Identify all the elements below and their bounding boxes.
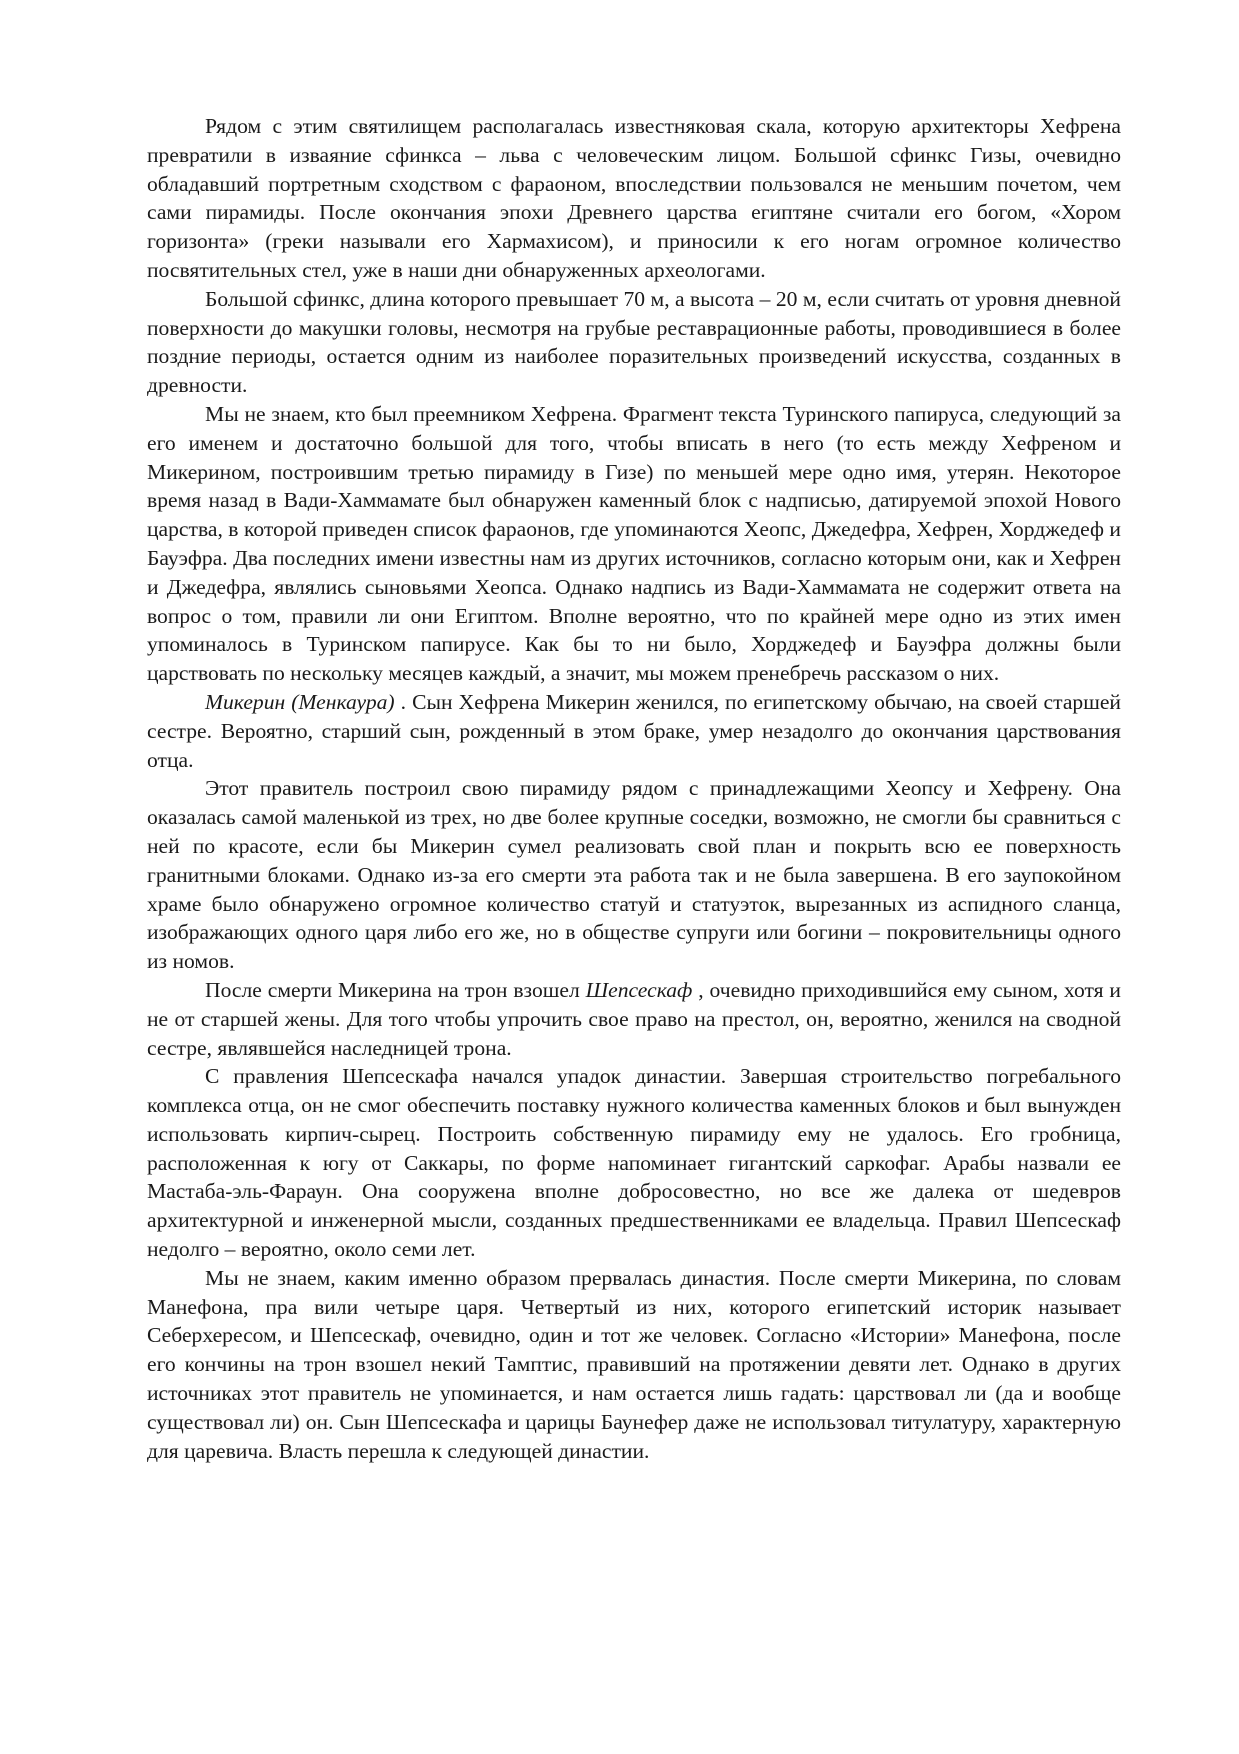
paragraph-dynasty-end [147,1264,1121,1466]
paragraph-text-before: После смерти Микерина на трон взошел [205,977,586,1002]
paragraph-shepseskaf-accession [147,976,1121,1062]
paragraph-text: Мы не знаем, каким именно образом прервалась династия. После смерти Микерина, по словам Манефона, пра вили четыре царя. Четвертый из них, которого египетский историк называет Себерхересом, и Шепсескаф, очевидно, один и тот же человек. Согласно «Истории» Манефона, после его кончины на трон взошел некий Тамптис, правивший на протяжении девяти лет. Однако в других источниках этот правитель не упоминается, и нам остается лишь гадать: царствовал ли (да и вообще существовал ли) он. Сын Шепсескафа и царицы Баунефер даже не использовал титулатуру, характерную для царевича. Власть перешла к следующей династии. [147,1265,1121,1463]
paragraph-menkaure-pyramid [147,774,1121,976]
paragraph-sphinx-origin [147,112,1121,285]
paragraph-text: Рядом с этим святилищем располагалась известняковая скала, которую архитекторы Хефрена превратили в изваяние сфинкса – льва с человеческим лицом. Большой сфинкс Гизы, очевидно обладавший портретным сходством с фараоном, впоследствии пользовался не меньшим почетом, чем сами пирамиды. После окончания эпохи Древнего царства египтяне считали его богом, «Хором горизонта» (греки называли его Хармахисом), и приносили к его ногам огромное количество посвятительных стел, уже в наши дни обнаруженных археологами. [147,114,1121,282]
paragraph-text: . Сын Хефрена Микерин женился, по египетскому обычаю, на своей старшей сестре. Вероятно, старший сын, рожденный в этом браке, умер незадолго до окончания царствования отца. [147,689,1121,772]
pharaoh-name-shepseskaf: Шепсескаф [585,977,693,1002]
paragraph-sphinx-size [147,285,1121,400]
document-page [147,112,1121,1465]
paragraph-dynasty-decline [147,1062,1121,1264]
paragraph-menkaure [147,688,1121,774]
paragraph-text: Этот правитель построил свою пирамиду рядом с принадлежащими Хеопсу и Хефрену. Она оказалась самой маленькой из трех, но две более крупные соседки, возможно, не смогли бы сравниться с ней по красоте, если бы Микерин сумел реализовать свой план и покрыть всю ее поверхность гранитными блоками. Однако из-за его смерти эта работа так и не была завершена. В его заупокойном храме было обнаружено огромное количество статуй и статуэток, вырезанных из аспидного сланца, изображающих одного царя либо его же, но в обществе супруги или богини – покровительницы одного из номов. [147,776,1121,974]
paragraph-text: Большой сфинкс, длина которого превышает 70 м, а высота – 20 м, если считать от уровня дневной поверхности до макушки головы, несмотря на грубые реставрационные работы, проводившиеся в более поздние периоды, остается одним из наиболее поразительных произведений искусства, созданных в древности. [147,286,1121,398]
paragraph-text: Мы не знаем, кто был преемником Хефрена. Фрагмент текста Туринского папируса, следующий за его именем и достаточно большой для того, чтобы вписать в него (то есть между Хефреном и Микерином, построившим третью пирамиду в Гизе) по меньшей мере одно имя, утерян. Некоторое время назад в Вади-Хаммамате был обнаружен каменный блок с надписью, датируемой эпохой Нового царства, в которой приведен список фараонов, где упоминаются Хеопс, Джедефра, Хефрен, Хорджедеф и Бауэфра. Два последних имени известны нам из других источников, согласно которым они, как и Хефрен и Джедефра, являлись сыновьями Хеопса. Однако надпись из Вади-Хаммамата не содержит ответа на вопрос о том, правили ли они Египтом. Вполне вероятно, что по крайней мере одно из этих имен упоминалось в Туринском папирусе. Как бы то ни было, Хорджедеф и Бауэфра должны были царствовать по нескольку месяцев каждый, а значит, мы можем пренебречь рассказом о них. [147,401,1121,686]
paragraph-text: , очевидно приходившийся ему сыном, хотя и не от старшей жены. Для того чтобы упрочить свое право на престол, он, вероятно, женился на сводной сестре, являвшейся наследницей трона. [147,977,1121,1060]
pharaoh-name-menkaure: Микерин (Менкаура) [205,689,395,714]
paragraph-text: С правления Шепсескафа начался упадок династии. Завершая строительство погребального комплекса отца, он не смог обеспечить поставку нужного количества каменных блоков и был вынужден использовать кирпич-сырец. Построить собственную пирамиду ему не удалось. Его гробница, расположенная к югу от Саккары, по форме напоминает гигантский саркофаг. Арабы назвали ее Мастаба-эль-Фараун. Она сооружена вполне добросовестно, но все же далека от шедевров архитектурной и инженерной мысли, созданных предшественниками ее владельца. Правил Шепсескаф недолго – вероятно, около семи лет. [147,1064,1121,1262]
paragraph-khafre-successor [147,400,1121,688]
